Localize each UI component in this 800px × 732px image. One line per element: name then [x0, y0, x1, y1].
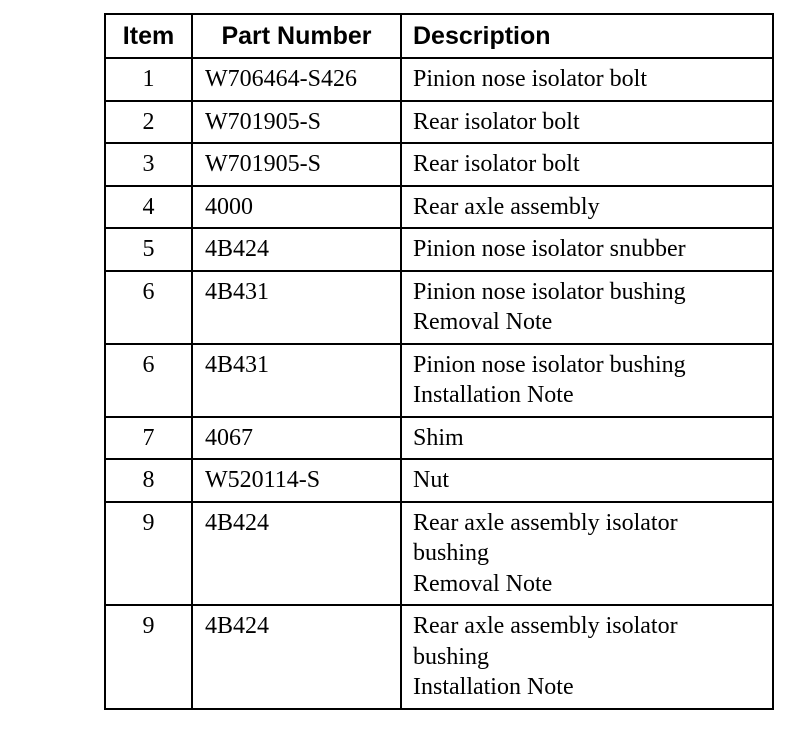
table-header — [105, 14, 773, 58]
item-cell: 7 — [105, 417, 192, 460]
item-cell: 8 — [105, 459, 192, 502]
description-cell — [401, 101, 773, 144]
description-cell — [401, 502, 773, 606]
description-line: Rear isolator bolt — [413, 151, 580, 177]
item-cell: 5 — [105, 228, 192, 271]
description-line: Nut — [413, 467, 449, 493]
table-row — [105, 186, 773, 229]
description-line: Pinion nose isolator bushing — [413, 351, 686, 378]
item-cell: 1 — [105, 58, 192, 101]
header-description: Description — [401, 14, 773, 58]
description-cell — [401, 344, 773, 417]
item-cell: 3 — [105, 143, 192, 186]
part-number-cell: 4B424 — [192, 502, 401, 606]
description-cell — [401, 271, 773, 344]
item-cell: 9 — [105, 605, 192, 709]
description-line: Rear axle assembly isolator — [413, 613, 678, 639]
table-row — [105, 271, 773, 344]
part-number-cell: W701905-S — [192, 101, 401, 144]
description-cell — [401, 605, 773, 709]
header-part-number: Part Number — [192, 14, 401, 58]
part-number-cell: 4B424 — [192, 605, 401, 709]
table-row — [105, 101, 773, 144]
description-line: Installation Note — [413, 674, 574, 700]
part-number-cell: 4000 — [192, 186, 401, 229]
table-row — [105, 459, 773, 502]
part-number-cell: 4B431 — [192, 344, 401, 417]
item-cell: 9 — [105, 502, 192, 606]
header-row — [105, 14, 773, 58]
description-line: Installation Note — [413, 382, 574, 408]
part-number-cell: 4067 — [192, 417, 401, 460]
item-cell: 6 — [105, 271, 192, 344]
table-row — [105, 605, 773, 709]
table-row — [105, 344, 773, 417]
description-line: Pinion nose isolator bushing — [413, 278, 686, 305]
parts-table — [104, 13, 774, 710]
header-item: Item — [105, 14, 192, 58]
description-line: Rear isolator bolt — [413, 108, 580, 135]
description-line: Rear axle assembly isolator — [413, 509, 678, 536]
table-row — [105, 417, 773, 460]
description-line: Removal Note — [413, 570, 553, 597]
table-row — [105, 502, 773, 606]
description-cell — [401, 417, 773, 460]
table-row — [105, 58, 773, 101]
description-line: bushing — [413, 643, 490, 670]
description-line: Pinion nose isolator snubber — [413, 236, 686, 262]
description-line: Pinion nose isolator bolt — [413, 66, 647, 92]
part-number-cell: W520114-S — [192, 459, 401, 502]
item-cell: 4 — [105, 186, 192, 229]
part-number-cell: 4B431 — [192, 271, 401, 344]
part-number-cell: W701905-S — [192, 143, 401, 186]
description-cell — [401, 186, 773, 229]
description-line: Shim — [413, 424, 464, 451]
description-line: bushing — [413, 540, 490, 566]
description-cell — [401, 143, 773, 186]
description-line: Rear axle assembly — [413, 193, 600, 220]
item-cell: 2 — [105, 101, 192, 144]
table-row — [105, 228, 773, 271]
part-number-cell: W706464-S426 — [192, 58, 401, 101]
table-row — [105, 143, 773, 186]
description-cell — [401, 459, 773, 502]
part-number-cell: 4B424 — [192, 228, 401, 271]
table-body — [105, 58, 773, 709]
description-cell — [401, 58, 773, 101]
description-cell — [401, 228, 773, 271]
description-line: Removal Note — [413, 309, 553, 335]
item-cell: 6 — [105, 344, 192, 417]
